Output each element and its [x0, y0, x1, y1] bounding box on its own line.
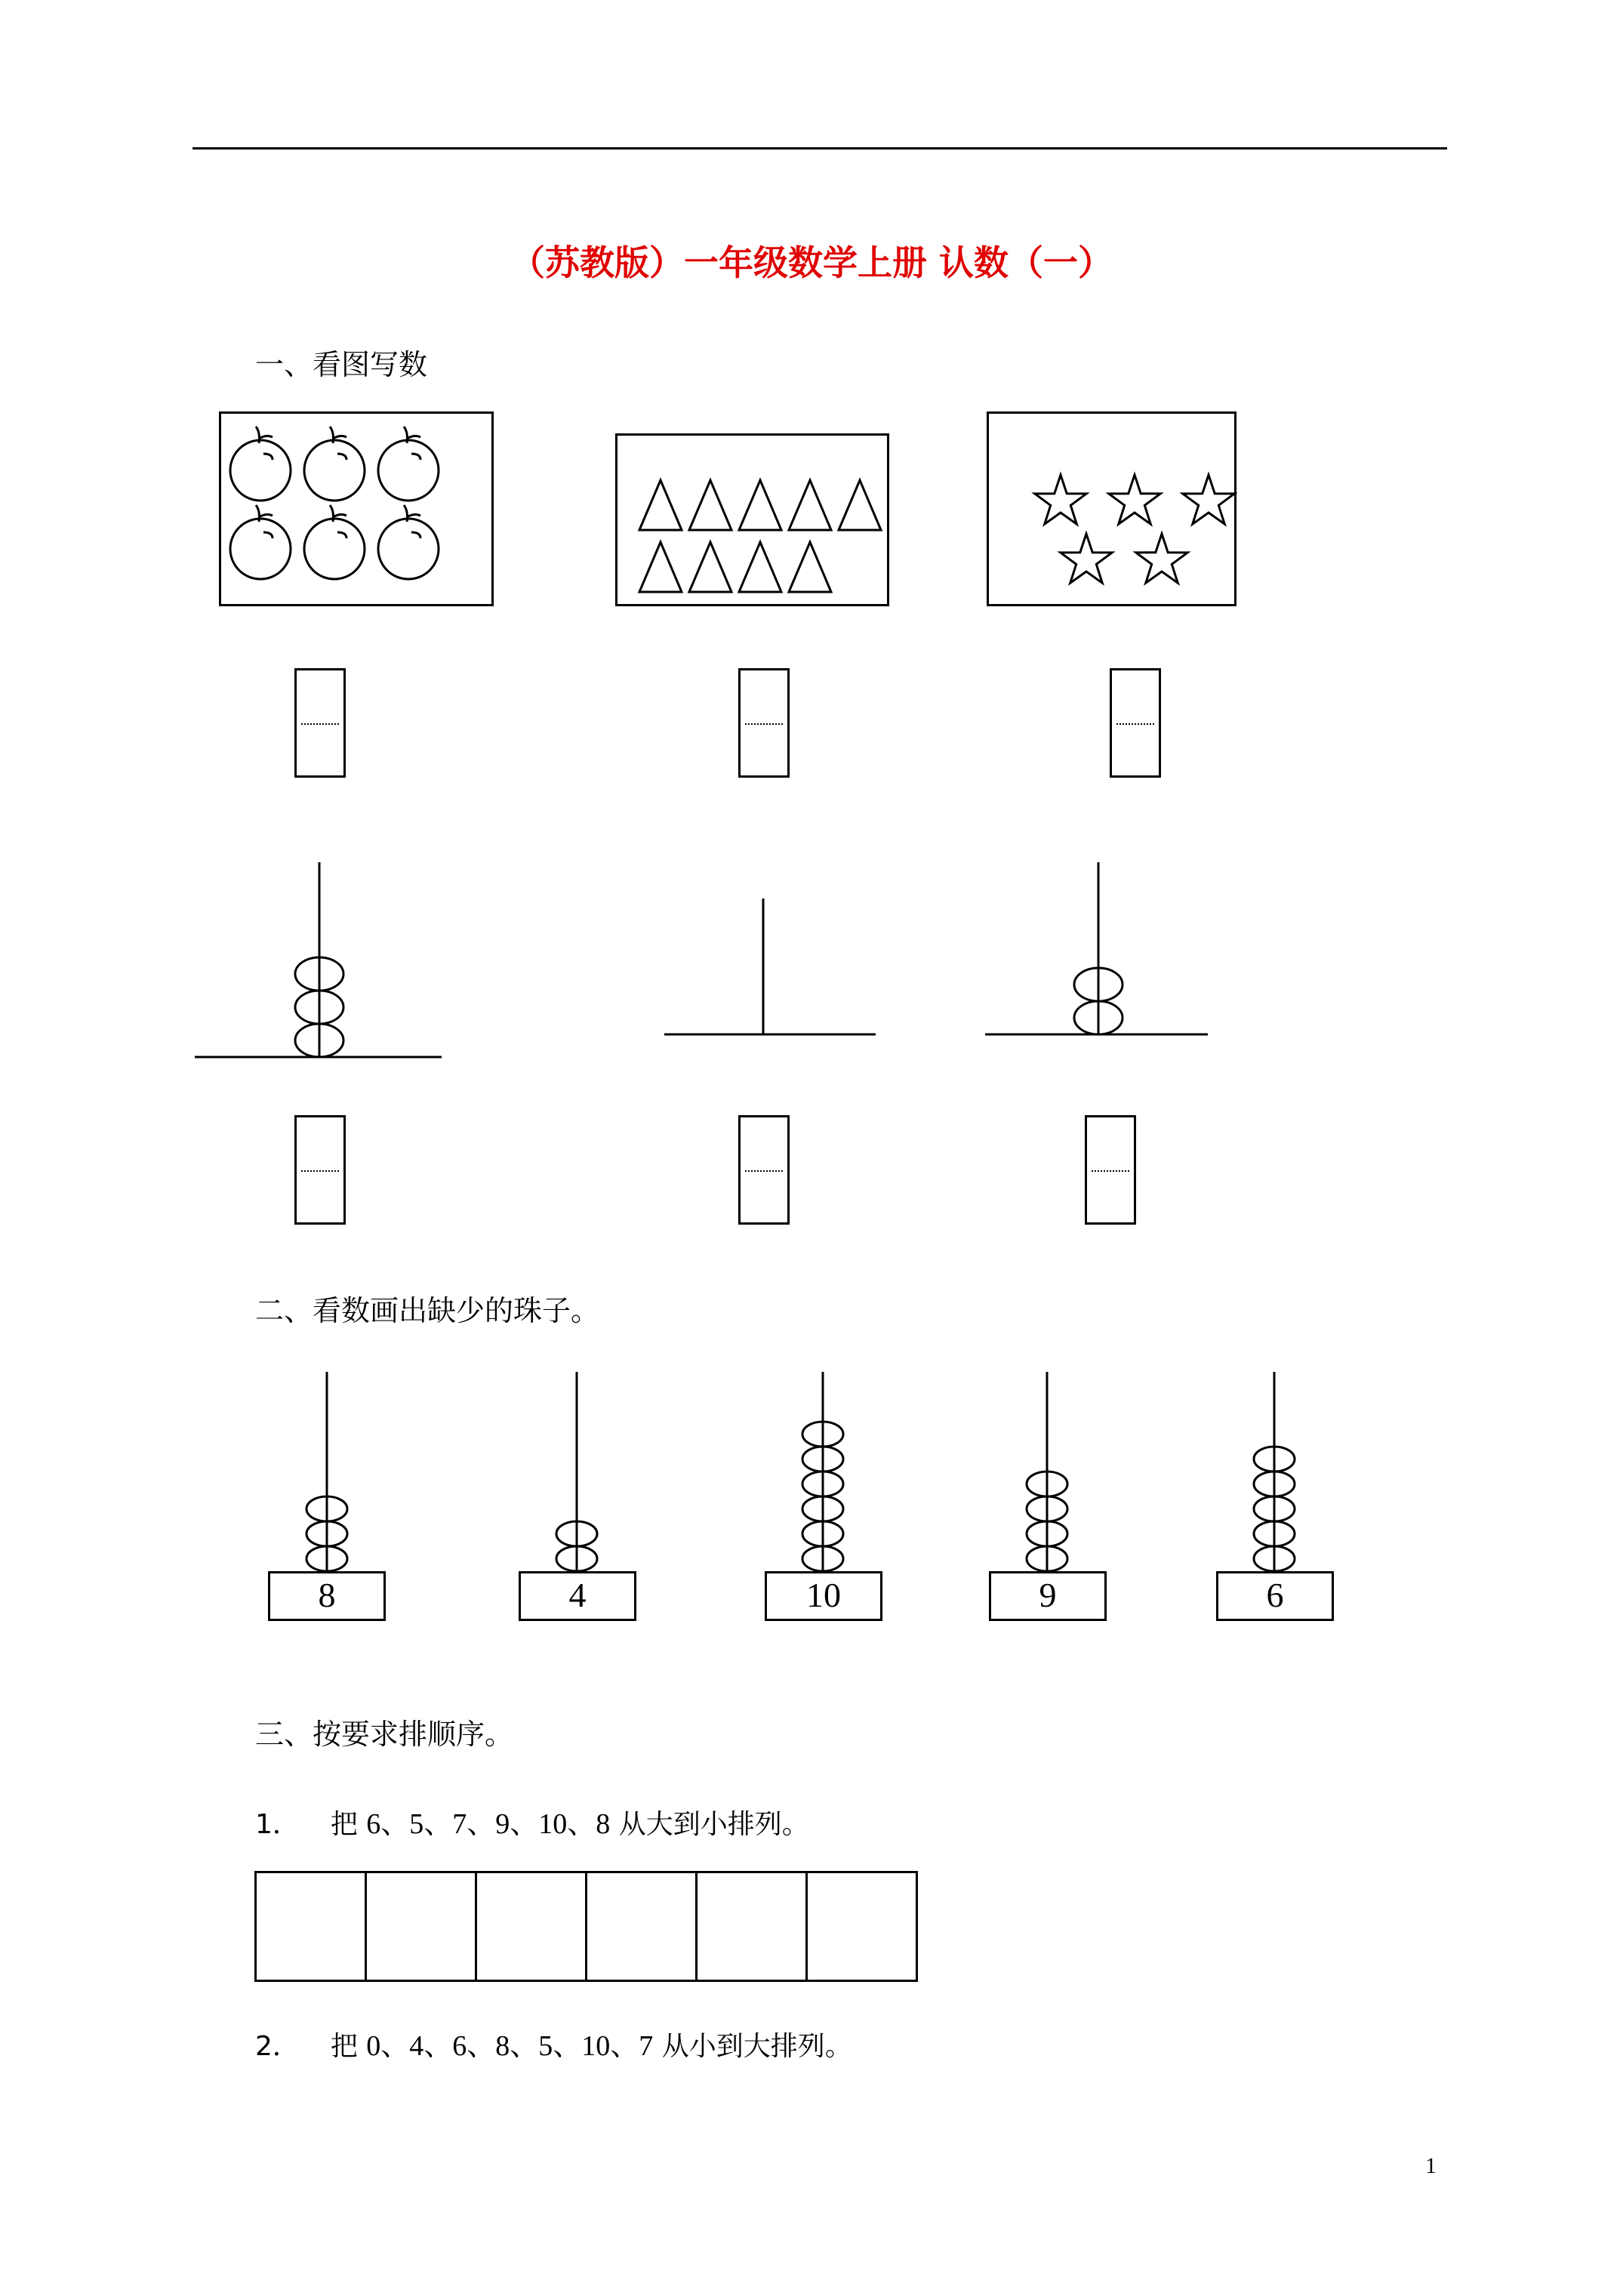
- item-instruction: 从大到小排列。: [618, 1809, 809, 1840]
- triangle-icon: [689, 542, 731, 592]
- triangle-icon: [839, 480, 881, 530]
- star-icon: [1109, 475, 1160, 524]
- rod-number-label: 8: [268, 1571, 386, 1621]
- ordering-answer-boxes: [254, 1871, 918, 1982]
- triangle-icon: [739, 480, 781, 530]
- triangle-group: [615, 433, 889, 606]
- bead-rod: [1027, 1372, 1067, 1571]
- answer-box-apples[interactable]: [294, 668, 346, 778]
- item-number: 2．: [255, 2031, 300, 2062]
- triangle-picture-box: [615, 433, 889, 606]
- bead-rod: [802, 1372, 843, 1571]
- triangle-icon: [789, 542, 831, 592]
- section-2-heading: 二、看数画出缺少的珠子。: [255, 1294, 600, 1327]
- answer-box-abacus-1[interactable]: [294, 1115, 346, 1225]
- item-values: 6、5、7、9、10、8: [366, 1808, 611, 1840]
- rod-number-label: 9: [989, 1571, 1107, 1621]
- star-icon: [1183, 475, 1234, 524]
- triangle-icon: [789, 480, 831, 530]
- triangle-icon: [639, 542, 682, 592]
- apple-icon: [304, 427, 365, 501]
- abacus-2: [664, 898, 876, 1034]
- rod-number-label: 10: [765, 1571, 882, 1621]
- apple-icon: [378, 505, 439, 579]
- abacus-row: [0, 853, 1623, 1155]
- ordering-answer-cell[interactable]: [698, 1873, 808, 1982]
- star-icon: [1035, 475, 1086, 524]
- ordering-answer-cell[interactable]: [477, 1873, 587, 1982]
- page-number: 1: [1425, 2153, 1437, 2178]
- apple-icon: [304, 505, 365, 579]
- ordering-answer-cell[interactable]: [587, 1873, 698, 1982]
- item-instruction: 从小到大排列。: [661, 2031, 852, 2062]
- section-3-heading: 三、按要求排顺序。: [255, 1718, 514, 1751]
- section-1-heading: 一、看图写数: [255, 348, 428, 381]
- bead-rod: [556, 1372, 597, 1571]
- star-icon: [1136, 534, 1187, 583]
- ordering-item-2: [255, 2022, 852, 2063]
- rod-number-label: 4: [519, 1571, 636, 1621]
- triangle-icon: [639, 480, 682, 530]
- answer-box-stars[interactable]: [1110, 668, 1161, 778]
- bead-rods: [0, 1370, 1623, 1597]
- answer-box-triangles[interactable]: [738, 668, 790, 778]
- ordering-answer-cell[interactable]: [808, 1873, 918, 1982]
- star-group: [987, 411, 1236, 606]
- header-rule: [192, 147, 1447, 149]
- bead-rod: [1254, 1372, 1295, 1571]
- ordering-answer-cell[interactable]: [367, 1873, 477, 1982]
- abacus-3: [985, 862, 1208, 1034]
- ordering-answer-cell[interactable]: [257, 1873, 367, 1982]
- abacus-1: [195, 862, 442, 1057]
- apple-group: [219, 411, 494, 606]
- item-prefix: 把: [330, 1809, 358, 1840]
- answer-box-abacus-3[interactable]: [1085, 1115, 1136, 1225]
- triangle-icon: [689, 480, 731, 530]
- star-icon: [1061, 534, 1112, 583]
- rod-number-label: 6: [1216, 1571, 1334, 1621]
- apple-picture-box: [219, 411, 494, 606]
- ordering-item-1: [255, 1800, 809, 1841]
- item-prefix: 把: [330, 2031, 358, 2062]
- item-number: 1．: [255, 1809, 300, 1840]
- answer-box-abacus-2[interactable]: [738, 1115, 790, 1225]
- page-title: （苏教版）一年级数学上册 认数（一）: [510, 242, 1113, 283]
- apple-icon: [230, 427, 291, 501]
- apple-icon: [230, 505, 291, 579]
- star-picture-box: [987, 411, 1236, 606]
- apple-icon: [378, 427, 439, 501]
- bead-rod: [306, 1372, 347, 1571]
- item-values: 0、4、6、8、5、10、7: [366, 2030, 654, 2062]
- triangle-icon: [739, 542, 781, 592]
